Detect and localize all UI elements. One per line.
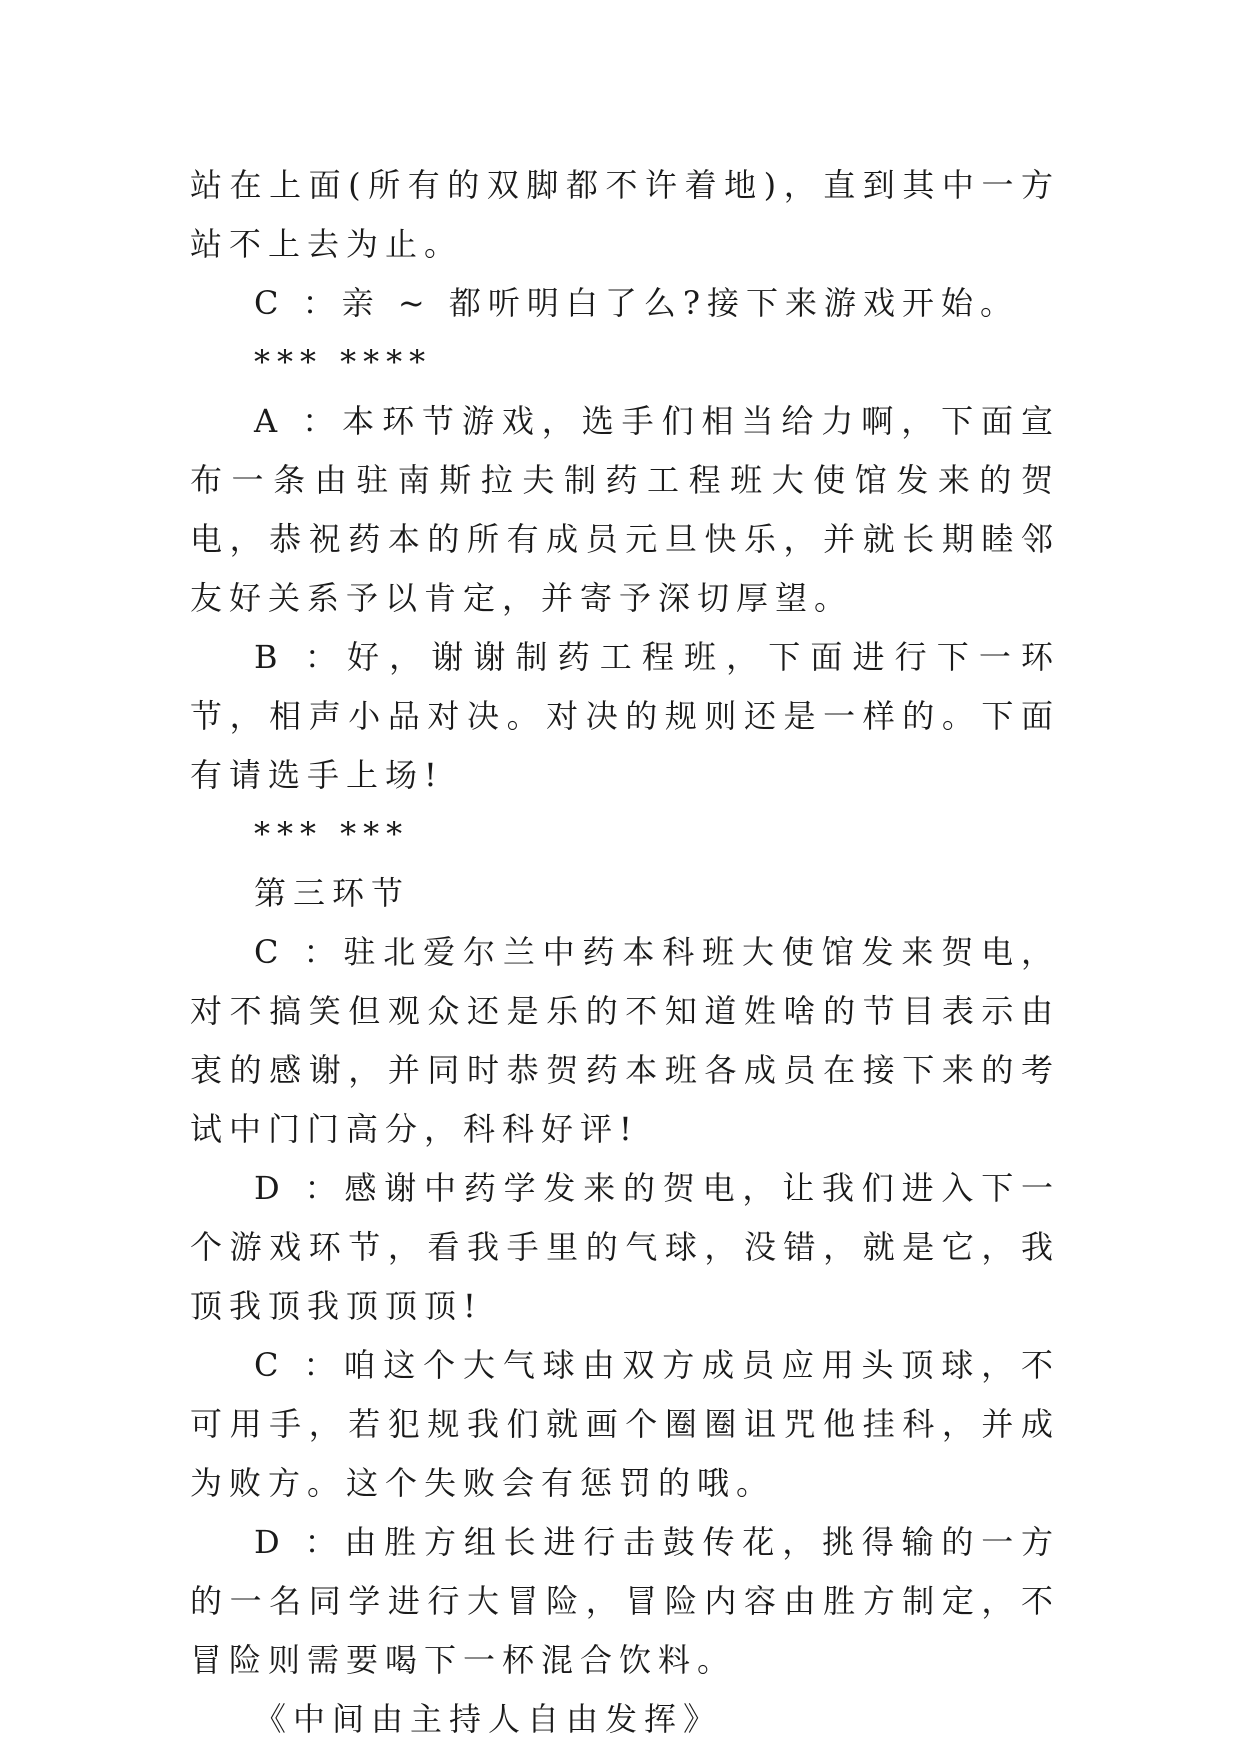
- paragraph: C ：咱这个大气球由双方成员应用头顶球，不可用手，若犯规我们就画个圈圈诅咒他挂科，并成为败方。这个失败会有惩罚的哦。: [190, 1346, 1060, 1502]
- section-separator: *** ****: [254, 343, 433, 381]
- stage-note: 《中间由主持人自由发挥》: [254, 1700, 723, 1738]
- paragraph: 站在上面(所有的双脚都不许着地)，直到其中一方站不上去为止。: [190, 166, 1060, 263]
- section-heading: 第三环节: [254, 874, 411, 912]
- paragraph: D ：由胜方组长进行击鼓传花，挑得输的一方的一名同学进行大冒险，冒险内容由胜方制定，不冒险则需要喝下一杯混合饮料。: [190, 1523, 1060, 1679]
- paragraph: B ：好，谢谢制药工程班，下面进行下一环节，相声小品对决。对决的规则还是一样的。下面有请选手上场!: [190, 638, 1060, 794]
- paragraph: C ：亲 ~ 都听明白了么?接下来游戏开始。: [254, 284, 1019, 322]
- paragraph: D ：感谢中药学发来的贺电，让我们进入下一个游戏环节，看我手里的气球，没错，就是它，我顶我顶我顶顶顶!: [190, 1169, 1060, 1325]
- paragraph: A ：本环节游戏，选手们相当给力啊，下面宣布一条由驻南斯拉夫制药工程班大使馆发来的贺电，恭祝药本的所有成员元旦快乐，并就长期睦邻友好关系予以肯定，并寄予深切厚望。: [190, 402, 1060, 617]
- paragraph: C ：驻北爱尔兰中药本科班大使馆发来贺电，对不搞笑但观众还是乐的不知道姓啥的节目表示由衷的感谢，并同时恭贺药本班各成员在接下来的考试中门门高分，科科好评!: [190, 933, 1060, 1148]
- document-body: [190, 156, 1060, 1749]
- section-separator: *** ***: [254, 815, 410, 853]
